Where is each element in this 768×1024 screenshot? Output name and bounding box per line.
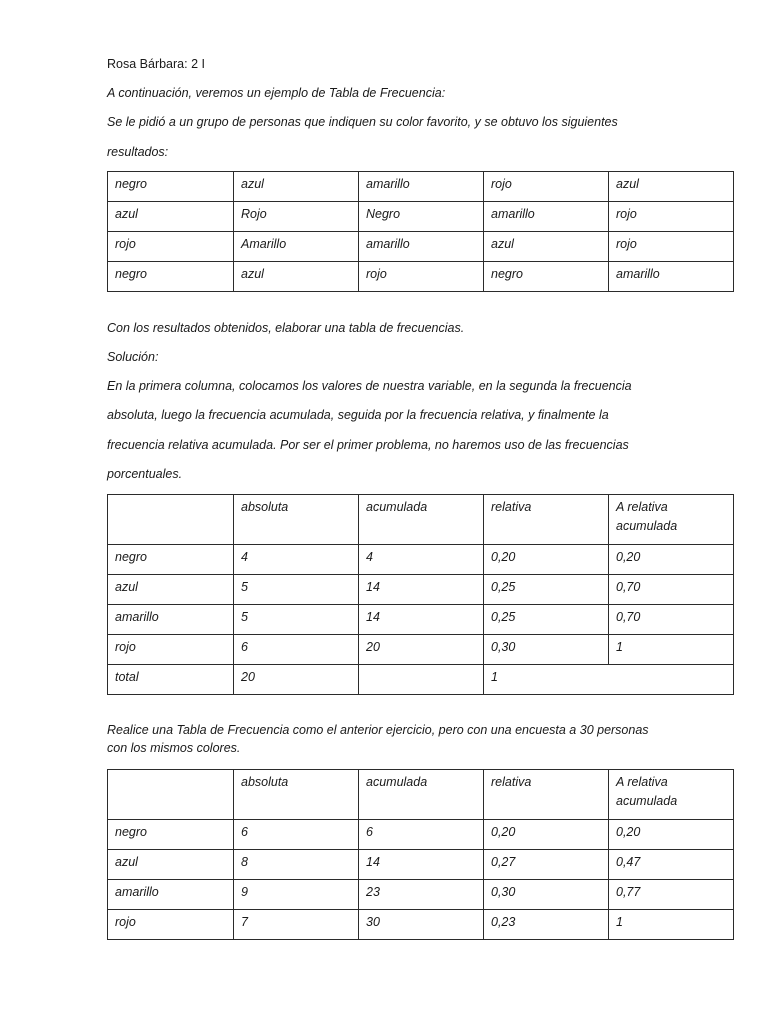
table-cell: Negro: [359, 202, 484, 232]
table-cell: 5: [234, 575, 359, 605]
table-cell: rojo: [484, 172, 609, 202]
table-header-cell: A relativa acumulada: [609, 495, 734, 545]
table-total-row: [108, 665, 734, 695]
table-cell: amarillo: [359, 232, 484, 262]
table-cell: 5: [234, 605, 359, 635]
table-cell: azul: [108, 850, 234, 880]
table-header-row: [108, 495, 734, 545]
table-cell: 9: [234, 880, 359, 910]
table-cell: 6: [234, 820, 359, 850]
task-line-5: frecuencia relativa acumulada. Por ser el primer problema, no haremos uso de las frecuencias: [107, 438, 629, 452]
table-cell: 0,70: [609, 575, 734, 605]
task-line-1: Con los resultados obtenidos, elaborar una tabla de frecuencias.: [107, 321, 465, 335]
table-cell: [359, 665, 484, 695]
table-cell: azul: [609, 172, 734, 202]
table-cell: azul: [108, 575, 234, 605]
table-cell: amarillo: [359, 172, 484, 202]
table-cell: 7: [234, 910, 359, 940]
table-cell: rojo: [108, 232, 234, 262]
table-cell: 0,20: [609, 820, 734, 850]
table-header-cell: acumulada: [359, 770, 484, 820]
intro-line-2: Se le pidió a un grupo de personas que indiquen su color favorito, y se obtuvo los siguientes: [107, 115, 618, 129]
table-cell: rojo: [609, 232, 734, 262]
table-header-cell: A relativa acumulada: [609, 770, 734, 820]
table-cell: 20: [234, 665, 359, 695]
exercise-line-2: con los mismos colores.: [107, 741, 241, 755]
table-cell: rojo: [609, 202, 734, 232]
raw-results-table: [107, 171, 734, 292]
table-cell: negro: [108, 545, 234, 575]
table-cell: amarillo: [108, 605, 234, 635]
exercise-line-1: Realice una Tabla de Frecuencia como el anterior ejercicio, pero con una encuesta a 30 personas: [107, 723, 649, 737]
table-cell: negro: [108, 172, 234, 202]
table-cell: azul: [234, 172, 359, 202]
table-cell: amarillo: [484, 202, 609, 232]
table-cell: amarillo: [108, 880, 234, 910]
table-cell: 1: [484, 665, 734, 695]
intro-line-3: resultados:: [107, 145, 169, 159]
table-header-cell: [108, 495, 234, 545]
table-header-cell: acumulada: [359, 495, 484, 545]
table-row: [108, 605, 734, 635]
table-header-cell: absoluta: [234, 770, 359, 820]
table-cell: 6: [234, 635, 359, 665]
table-header-cell: [108, 770, 234, 820]
table-row: [108, 172, 734, 202]
task-line-6: porcentuales.: [107, 467, 183, 481]
table-cell: 0,77: [609, 880, 734, 910]
table-header-cell: absoluta: [234, 495, 359, 545]
frequency-table-1: [107, 494, 734, 695]
table-cell: total: [108, 665, 234, 695]
table-cell: 0,47: [609, 850, 734, 880]
table-cell: 14: [359, 605, 484, 635]
table-row: [108, 910, 734, 940]
table-cell: 8: [234, 850, 359, 880]
table-cell: 20: [359, 635, 484, 665]
table-row: [108, 880, 734, 910]
table-cell: 1: [609, 635, 734, 665]
intro-line-1: A continuación, veremos un ejemplo de Tabla de Frecuencia:: [107, 86, 446, 100]
table-cell: 0,70: [609, 605, 734, 635]
table-cell: 0,30: [484, 880, 609, 910]
author-line: Rosa Bárbara: 2 I: [107, 57, 205, 71]
table-cell: 4: [234, 545, 359, 575]
table-cell: 1: [609, 910, 734, 940]
table-cell: rojo: [108, 635, 234, 665]
table-cell: 0,27: [484, 850, 609, 880]
table-cell: Rojo: [234, 202, 359, 232]
table-cell: 23: [359, 880, 484, 910]
table-cell: 0,25: [484, 605, 609, 635]
table-cell: amarillo: [609, 262, 734, 292]
solution-label: Solución:: [107, 350, 159, 364]
table-cell: 4: [359, 545, 484, 575]
task-line-3: En la primera columna, colocamos los valores de nuestra variable, en la segunda la frecuencia: [107, 379, 632, 393]
table-cell: 6: [359, 820, 484, 850]
table-cell: 0,20: [484, 545, 609, 575]
table-cell: negro: [484, 262, 609, 292]
table-row: [108, 575, 734, 605]
task-line-4: absoluta, luego la frecuencia acumulada, seguida por la frecuencia relativa, y finalmente la: [107, 408, 609, 422]
table-header-cell: relativa: [484, 495, 609, 545]
table-cell: 0,23: [484, 910, 609, 940]
table-row: [108, 232, 734, 262]
table-row: [108, 202, 734, 232]
table-cell: 30: [359, 910, 484, 940]
table-cell: 0,20: [484, 820, 609, 850]
table-row: [108, 545, 734, 575]
table-cell: rojo: [108, 910, 234, 940]
table-row: [108, 820, 734, 850]
table-cell: azul: [108, 202, 234, 232]
table-cell: 0,20: [609, 545, 734, 575]
table-cell: 0,25: [484, 575, 609, 605]
table-row: [108, 262, 734, 292]
table-cell: 14: [359, 575, 484, 605]
table-cell: rojo: [359, 262, 484, 292]
table-cell: negro: [108, 262, 234, 292]
table-header-row: [108, 770, 734, 820]
table-cell: negro: [108, 820, 234, 850]
table-cell: Amarillo: [234, 232, 359, 262]
table-row: [108, 850, 734, 880]
table-cell: 0,30: [484, 635, 609, 665]
frequency-table-2: [107, 769, 734, 940]
table-cell: 14: [359, 850, 484, 880]
table-cell: azul: [234, 262, 359, 292]
table-row: [108, 635, 734, 665]
table-header-cell: relativa: [484, 770, 609, 820]
table-cell: azul: [484, 232, 609, 262]
